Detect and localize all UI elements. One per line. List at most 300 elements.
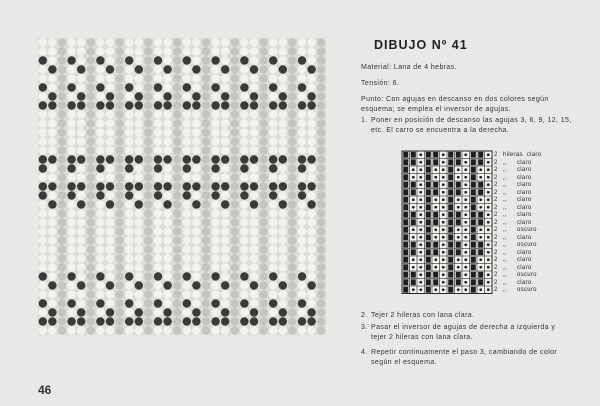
chart-cell-dot xyxy=(419,243,422,246)
knit-stitch xyxy=(250,236,258,244)
knit-stitch xyxy=(87,38,95,46)
knit-stitch xyxy=(221,56,229,64)
knit-stitch xyxy=(279,263,287,271)
knit-stitch xyxy=(279,272,287,280)
knit-stitch xyxy=(221,227,229,235)
chart-cell-filled xyxy=(456,189,461,195)
knit-stitch xyxy=(192,236,200,244)
knit-stitch xyxy=(125,281,133,289)
knit-stitch xyxy=(192,182,200,190)
knit-stitch xyxy=(154,299,162,307)
chart-cell-filled xyxy=(426,249,431,255)
knit-stitch xyxy=(77,65,85,73)
knit-stitch xyxy=(96,56,104,64)
chart-row-ditto: ,, xyxy=(503,264,507,271)
chart-cell-dot xyxy=(487,288,490,291)
knit-stitch xyxy=(192,290,200,298)
knit-stitch xyxy=(106,110,114,118)
knit-stitch xyxy=(58,200,66,208)
chart-row-count: 2 xyxy=(494,227,498,233)
chart-row-ditto: ,, xyxy=(503,204,507,211)
knit-stitch xyxy=(317,218,325,226)
knit-stitch xyxy=(135,137,143,145)
chart-cell-filled xyxy=(403,212,408,218)
knit-stitch xyxy=(288,101,296,109)
knit-stitch xyxy=(87,254,95,262)
knit-stitch xyxy=(39,254,47,262)
knit-stitch xyxy=(211,128,219,136)
chart-cell-filled xyxy=(433,152,438,158)
knit-stitch xyxy=(87,92,95,100)
chart-cell-dot xyxy=(442,213,445,216)
knit-stitch xyxy=(135,65,143,73)
knit-stitch xyxy=(96,200,104,208)
chart-cell-dot xyxy=(464,281,467,284)
knit-stitch xyxy=(125,101,133,109)
knit-stitch xyxy=(307,299,315,307)
chart-row-ditto: ,, xyxy=(503,212,507,218)
knit-stitch xyxy=(202,110,210,118)
knit-stitch xyxy=(154,245,162,253)
knit-stitch xyxy=(221,155,229,163)
knit-stitch xyxy=(173,101,181,109)
knit-stitch xyxy=(192,200,200,208)
knit-stitch xyxy=(307,326,315,334)
knit-stitch xyxy=(163,101,171,109)
chart-cell-filled xyxy=(403,182,408,188)
knit-stitch xyxy=(173,236,181,244)
knit-stitch xyxy=(39,101,47,109)
chart-cell-dot xyxy=(442,273,445,276)
knit-stitch xyxy=(250,83,258,91)
knit-stitch xyxy=(96,326,104,334)
knit-stitch xyxy=(231,65,239,73)
chart-cell-dot xyxy=(457,206,460,209)
knit-stitch xyxy=(67,155,75,163)
chart-cell-filled xyxy=(403,197,408,203)
knit-stitch xyxy=(317,101,325,109)
knit-stitch xyxy=(163,164,171,172)
knit-stitch xyxy=(279,254,287,262)
knit-stitch xyxy=(77,254,85,262)
knit-stitch xyxy=(154,128,162,136)
chart-cell-filled xyxy=(478,242,483,248)
chart-row-color: claro xyxy=(517,212,532,218)
knit-stitch xyxy=(173,245,181,253)
knit-stitch xyxy=(288,263,296,271)
knit-stitch xyxy=(211,218,219,226)
knit-stitch xyxy=(77,317,85,325)
knit-stitch xyxy=(144,128,152,136)
chart-row-label xyxy=(494,197,564,205)
knit-stitch xyxy=(202,245,210,253)
chart-cell-dot xyxy=(442,251,445,254)
chart-cell-filled xyxy=(456,219,461,225)
knit-stitch xyxy=(58,182,66,190)
knit-stitch xyxy=(269,164,277,172)
knit-stitch xyxy=(298,155,306,163)
knit-stitch xyxy=(240,101,248,109)
knit-stitch xyxy=(173,218,181,226)
knit-stitch xyxy=(106,200,114,208)
knit-stitch xyxy=(67,254,75,262)
knit-stitch xyxy=(250,290,258,298)
knit-stitch xyxy=(317,182,325,190)
chart-cell-filled xyxy=(448,204,453,210)
knit-stitch xyxy=(173,146,181,154)
knit-stitch xyxy=(317,245,325,253)
chart-cell-filled xyxy=(411,152,416,158)
knit-stitch xyxy=(202,263,210,271)
knit-stitch xyxy=(221,119,229,127)
knit-stitch xyxy=(144,164,152,172)
knit-stitch xyxy=(87,317,95,325)
chart-row-count: 2 xyxy=(494,167,498,173)
chart-cell-dot xyxy=(487,266,490,269)
knit-stitch xyxy=(221,47,229,55)
chart-cell-filled xyxy=(448,234,453,240)
knit-stitch xyxy=(39,263,47,271)
knit-stitch xyxy=(106,263,114,271)
chart-row-label xyxy=(494,265,564,273)
knit-stitch xyxy=(163,281,171,289)
knit-stitch xyxy=(125,245,133,253)
knit-stitch xyxy=(307,218,315,226)
knit-stitch xyxy=(48,74,56,82)
chart-cell-filled xyxy=(471,182,476,188)
knit-stitch xyxy=(163,119,171,127)
knit-stitch xyxy=(240,281,248,289)
knit-stitch xyxy=(250,182,258,190)
chart-row-count: 2 xyxy=(494,264,498,271)
chart-cell-dot xyxy=(412,258,415,261)
knit-stitch xyxy=(288,65,296,73)
knit-stitch xyxy=(192,110,200,118)
knit-stitch xyxy=(163,47,171,55)
knit-stitch xyxy=(125,146,133,154)
knit-stitch xyxy=(154,209,162,217)
knit-stitch xyxy=(125,92,133,100)
knit-stitch xyxy=(96,119,104,127)
knit-stitch xyxy=(250,254,258,262)
chart-cell-filled xyxy=(411,249,416,255)
knit-stitch xyxy=(96,65,104,73)
chart-cell-dot xyxy=(479,168,482,171)
knit-stitch xyxy=(48,191,56,199)
knit-stitch xyxy=(202,236,210,244)
chart-cell-filled xyxy=(471,159,476,165)
chart-cell-dot xyxy=(434,206,437,209)
chart-cell-filled xyxy=(426,174,431,180)
knit-stitch xyxy=(231,137,239,145)
knit-stitch xyxy=(67,263,75,271)
chart-cell-filled xyxy=(426,182,431,188)
knit-stitch xyxy=(106,245,114,253)
knit-stitch xyxy=(58,137,66,145)
knit-stitch xyxy=(183,227,191,235)
knit-stitch xyxy=(106,65,114,73)
knit-stitch xyxy=(173,281,181,289)
knit-stitch xyxy=(202,227,210,235)
chart-cell-filled xyxy=(403,264,408,270)
knit-stitch xyxy=(125,56,133,64)
knit-stitch xyxy=(259,146,267,154)
knit-stitch xyxy=(269,38,277,46)
knit-stitch xyxy=(67,209,75,217)
knit-stitch xyxy=(163,263,171,271)
knit-stitch xyxy=(221,137,229,145)
chart-row-count: 2 xyxy=(494,189,498,196)
knit-stitch xyxy=(317,110,325,118)
knit-stitch xyxy=(221,308,229,316)
knit-stitch xyxy=(298,65,306,73)
chart-cell-dot xyxy=(412,168,415,171)
knit-stitch xyxy=(240,128,248,136)
knit-stitch xyxy=(173,191,181,199)
knit-stitch xyxy=(135,308,143,316)
knit-stitch xyxy=(202,200,210,208)
knit-stitch xyxy=(125,200,133,208)
knit-stitch xyxy=(163,110,171,118)
chart-row-count: 2 xyxy=(494,272,498,278)
chart-cell-dot xyxy=(464,153,467,156)
chart-cell-dot xyxy=(412,176,415,179)
knit-stitch xyxy=(135,317,143,325)
knit-stitch xyxy=(192,263,200,271)
knit-stitch xyxy=(307,173,315,181)
knit-stitch xyxy=(96,218,104,226)
chart-cell-filled xyxy=(426,159,431,165)
knit-stitch xyxy=(154,146,162,154)
knit-stitch xyxy=(259,245,267,253)
knit-stitch xyxy=(96,209,104,217)
chart-cell-dot xyxy=(479,176,482,179)
knit-stitch xyxy=(173,308,181,316)
knit-stitch xyxy=(144,281,152,289)
knit-stitch xyxy=(288,308,296,316)
knit-stitch xyxy=(106,209,114,217)
knit-stitch xyxy=(67,92,75,100)
knit-stitch xyxy=(106,119,114,127)
chart-cell-dot xyxy=(464,183,467,186)
knit-stitch xyxy=(221,317,229,325)
knit-stitch xyxy=(135,326,143,334)
chart-cell-filled xyxy=(433,242,438,248)
chart-cell-dot xyxy=(442,243,445,246)
chart-cell-dot xyxy=(442,191,445,194)
knit-stitch xyxy=(221,272,229,280)
knit-stitch xyxy=(144,191,152,199)
knit-stitch xyxy=(67,47,75,55)
knit-stitch xyxy=(96,155,104,163)
knit-stitch xyxy=(135,227,143,235)
knit-stitch xyxy=(144,47,152,55)
knit-stitch xyxy=(39,146,47,154)
knit-stitch xyxy=(202,56,210,64)
chart-cell-dot xyxy=(464,191,467,194)
knit-stitch xyxy=(231,128,239,136)
knit-stitch xyxy=(202,47,210,55)
knit-stitch xyxy=(144,236,152,244)
chart-row-ditto: ,, xyxy=(503,227,507,233)
knit-stitch xyxy=(183,299,191,307)
knit-stitch xyxy=(125,227,133,235)
knit-stitch xyxy=(259,299,267,307)
knit-stitch xyxy=(298,56,306,64)
knit-stitch xyxy=(173,83,181,91)
knit-stitch xyxy=(211,83,219,91)
chart-row-label xyxy=(494,220,564,228)
knit-stitch xyxy=(192,173,200,181)
knit-stitch xyxy=(125,308,133,316)
knit-stitch xyxy=(106,56,114,64)
knit-stitch xyxy=(240,38,248,46)
knit-stitch xyxy=(106,83,114,91)
knit-stitch xyxy=(221,74,229,82)
chart-cell-dot xyxy=(419,281,422,284)
knit-stitch xyxy=(39,227,47,235)
knit-stitch xyxy=(39,281,47,289)
knit-stitch xyxy=(259,164,267,172)
knit-stitch xyxy=(269,281,277,289)
knit-stitch xyxy=(39,308,47,316)
knit-stitch xyxy=(221,146,229,154)
knit-stitch xyxy=(106,101,114,109)
knit-stitch xyxy=(135,110,143,118)
knit-stitch xyxy=(231,83,239,91)
chart-row-count: 2 xyxy=(494,249,498,256)
knit-stitch xyxy=(288,290,296,298)
knit-stitch xyxy=(240,263,248,271)
knit-stitch xyxy=(202,182,210,190)
knit-stitch xyxy=(125,290,133,298)
chart-row-count: 2 xyxy=(494,257,498,263)
knit-stitch xyxy=(250,173,258,181)
knit-stitch xyxy=(298,137,306,145)
knit-stitch xyxy=(48,110,56,118)
knit-stitch xyxy=(115,65,123,73)
knit-stitch xyxy=(115,227,123,235)
chart-cell-dot xyxy=(487,273,490,276)
knit-stitch xyxy=(192,83,200,91)
knit-stitch xyxy=(163,38,171,46)
knit-stitch xyxy=(317,146,325,154)
knit-stitch xyxy=(240,56,248,64)
knit-stitch xyxy=(269,182,277,190)
knit-stitch xyxy=(192,56,200,64)
knit-stitch xyxy=(211,38,219,46)
knit-stitch xyxy=(269,254,277,262)
knit-stitch xyxy=(67,65,75,73)
knit-stitch xyxy=(173,155,181,163)
knit-stitch xyxy=(163,83,171,91)
knit-stitch xyxy=(298,92,306,100)
knit-stitch xyxy=(163,173,171,181)
knit-stitch xyxy=(135,236,143,244)
step-1 xyxy=(361,116,573,135)
knit-stitch xyxy=(202,146,210,154)
knit-stitch xyxy=(250,326,258,334)
knit-stitch xyxy=(307,182,315,190)
knit-stitch xyxy=(231,56,239,64)
chart-cell-dot xyxy=(487,213,490,216)
knit-stitch xyxy=(231,308,239,316)
knit-stitch xyxy=(211,173,219,181)
chart-row-label xyxy=(494,175,564,183)
knit-stitch xyxy=(307,191,315,199)
knit-stitch xyxy=(144,254,152,262)
knit-stitch xyxy=(231,74,239,82)
knit-stitch xyxy=(317,56,325,64)
knit-stitch xyxy=(154,263,162,271)
knit-stitch xyxy=(115,164,123,172)
knit-stitch xyxy=(211,191,219,199)
chart-cell-dot xyxy=(434,176,437,179)
knit-stitch xyxy=(279,83,287,91)
chart-cell-dot xyxy=(479,266,482,269)
knit-stitch xyxy=(58,128,66,136)
knit-stitch xyxy=(115,299,123,307)
chart-cell-dot xyxy=(457,258,460,261)
knit-stitch xyxy=(135,182,143,190)
chart-cell-filled xyxy=(448,159,453,165)
knit-stitch xyxy=(192,245,200,253)
chart-cell-dot xyxy=(487,161,490,164)
chart-cell-dot xyxy=(419,213,422,216)
chart-cell-dot xyxy=(487,236,490,239)
knit-stitch xyxy=(269,110,277,118)
knit-stitch xyxy=(192,326,200,334)
knit-stitch xyxy=(202,308,210,316)
chart-cell-filled xyxy=(433,279,438,285)
chart-row-ditto: ,, xyxy=(503,197,507,203)
knit-stitch xyxy=(183,209,191,217)
knit-pattern-image xyxy=(38,38,326,335)
knit-stitch xyxy=(87,83,95,91)
chart-cell-dot xyxy=(487,183,490,186)
knit-stitch xyxy=(183,56,191,64)
knit-stitch xyxy=(269,227,277,235)
knit-stitch xyxy=(106,218,114,226)
knit-stitch xyxy=(106,137,114,145)
chart-cell-filled xyxy=(448,152,453,158)
knit-stitch xyxy=(87,245,95,253)
knit-stitch xyxy=(307,281,315,289)
knit-stitch xyxy=(298,308,306,316)
chart-row-ditto: ,, xyxy=(503,257,507,263)
knit-stitch xyxy=(58,155,66,163)
knit-stitch xyxy=(58,65,66,73)
chart-cell-dot xyxy=(464,273,467,276)
knit-stitch xyxy=(144,272,152,280)
knit-stitch xyxy=(125,164,133,172)
knit-stitch xyxy=(279,245,287,253)
chart-cell-filled xyxy=(403,152,408,158)
knit-stitch xyxy=(192,218,200,226)
knit-stitch xyxy=(135,164,143,172)
knit-stitch xyxy=(288,182,296,190)
knit-stitch xyxy=(211,65,219,73)
chart-cell-filled xyxy=(471,152,476,158)
knit-stitch xyxy=(96,137,104,145)
knit-stitch xyxy=(250,155,258,163)
knit-stitch xyxy=(288,164,296,172)
knit-stitch xyxy=(317,83,325,91)
knit-stitch xyxy=(173,254,181,262)
knit-stitch xyxy=(48,299,56,307)
knit-stitch xyxy=(135,155,143,163)
knit-stitch xyxy=(317,317,325,325)
